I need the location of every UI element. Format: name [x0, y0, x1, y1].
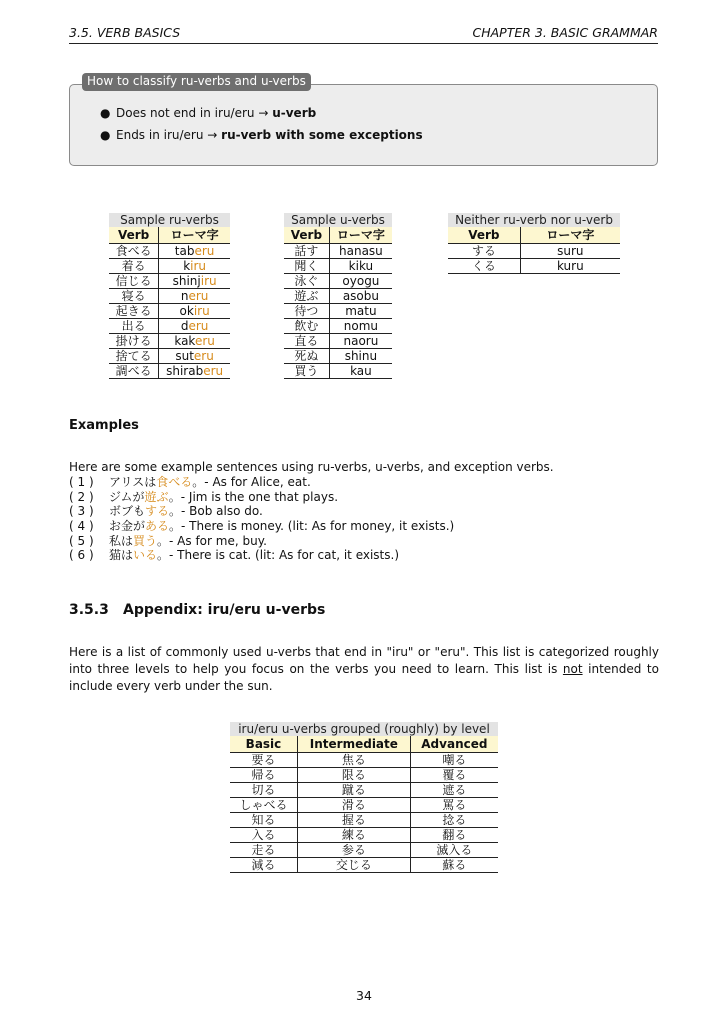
example-number: ( 4 ) — [69, 519, 94, 534]
table-cell: matu — [329, 304, 392, 319]
table-cell: 泳ぐ — [284, 274, 329, 289]
example-translation: 。- Bob also do. — [169, 504, 263, 519]
romaji-ending: eru — [188, 289, 209, 303]
table-cell: 握る — [297, 813, 410, 828]
column-header: ローマ字 — [329, 227, 392, 244]
section-number: 3.5.3 — [69, 602, 109, 618]
u-verbs-table — [284, 213, 392, 379]
table-cell: 直る — [284, 334, 329, 349]
running-header — [69, 24, 658, 44]
table-row — [230, 828, 498, 843]
verb-cell: 掛ける — [109, 334, 159, 349]
table-cell: 待つ — [284, 304, 329, 319]
verb-cell: 起きる — [109, 304, 159, 319]
ru-verbs-table — [109, 213, 230, 379]
example-verb: ある — [145, 519, 170, 534]
table-row — [109, 259, 230, 274]
example-translation: 。- There is money. (lit: As for money, it exists.) — [169, 519, 455, 534]
example-translation: 。- There is cat. (lit: As for cat, it exists.) — [157, 548, 400, 563]
header-section: 3.5. VERB BASICS — [69, 25, 181, 40]
table-cell: 参る — [297, 843, 410, 858]
paragraph-text: Here is a list of commonly used u-verbs that end in "iru" or "eru". This list is categorized roughly into three levels to help you focus on the verbs you need to learn. This list is — [69, 645, 659, 676]
examples-list — [69, 475, 454, 563]
table-cell: 走る — [230, 843, 297, 858]
romaji-stem: sut — [175, 349, 194, 363]
example-japanese: ジムが — [109, 489, 145, 504]
appendix-paragraph — [69, 644, 659, 695]
table-cell: 蘇る — [410, 858, 498, 873]
classify-item — [100, 106, 423, 128]
example-verb: いる — [133, 548, 158, 563]
verb-cell: 着る — [109, 259, 159, 274]
table-cell: kuru — [520, 259, 620, 274]
table-row — [284, 244, 392, 259]
romaji-stem: shirab — [166, 364, 204, 378]
table-cell: 知る — [230, 813, 297, 828]
romaji-cell — [159, 259, 230, 274]
romaji-stem: k — [183, 259, 191, 273]
example-verb: 買う — [133, 533, 158, 548]
romaji-cell — [159, 304, 230, 319]
example-item — [69, 490, 454, 505]
table-row — [284, 334, 392, 349]
romaji-cell — [159, 319, 230, 334]
table-row — [448, 244, 620, 259]
romaji-cell — [159, 364, 230, 379]
example-translation: 。- Jim is the one that plays. — [168, 489, 339, 504]
verb-cell: 調べる — [109, 364, 159, 379]
romaji-stem: d — [180, 319, 189, 333]
table-cell: 蹴る — [297, 783, 410, 798]
romaji-cell — [159, 349, 230, 364]
romaji-ending: iru — [193, 304, 210, 318]
neither-verbs-table — [448, 213, 620, 274]
classify-box — [69, 84, 658, 166]
example-item — [69, 475, 454, 490]
column-header: ローマ字 — [520, 227, 620, 244]
verb-cell: 信じる — [109, 274, 159, 289]
table-row — [230, 813, 498, 828]
table-caption: Sample u-verbs — [284, 213, 392, 227]
verb-cell: 食べる — [109, 244, 159, 259]
table-row — [230, 783, 498, 798]
paragraph-text: intended to include every verb under the sun. — [69, 662, 659, 693]
verb-cell: 出る — [109, 319, 159, 334]
table-cell: oyogu — [329, 274, 392, 289]
classify-item — [100, 128, 423, 150]
romaji-cell — [159, 289, 230, 304]
table-cell: 翻る — [410, 828, 498, 843]
example-verb: 食べる — [156, 475, 193, 489]
example-number: ( 3 ) — [69, 504, 94, 519]
example-number: ( 1 ) — [69, 475, 94, 489]
verb-cell: 捨てる — [109, 349, 159, 364]
table-cell: kau — [329, 364, 392, 379]
table-row — [284, 319, 392, 334]
examples-heading: Examples — [69, 418, 139, 433]
example-item — [69, 504, 454, 519]
table-row — [109, 334, 230, 349]
table-cell: 限る — [297, 768, 410, 783]
table-cell: shinu — [329, 349, 392, 364]
table-row — [448, 259, 620, 274]
table-cell: asobu — [329, 289, 392, 304]
table-cell: hanasu — [329, 244, 392, 259]
bullet-icon: ● — [100, 128, 111, 142]
romaji-ending: eru — [188, 319, 209, 333]
romaji-ending: eru — [193, 349, 214, 363]
romaji-ending: iru — [190, 259, 207, 273]
column-header: Verb — [284, 227, 329, 244]
table-cell: 嘲る — [410, 753, 498, 768]
column-header: Verb — [448, 227, 520, 244]
example-japanese: アリスは — [109, 475, 157, 489]
table-cell: 遮る — [410, 783, 498, 798]
romaji-cell — [159, 334, 230, 349]
column-header: ローマ字 — [159, 227, 230, 244]
table-cell: 要る — [230, 753, 297, 768]
table-cell: suru — [520, 244, 620, 259]
table-row — [109, 349, 230, 364]
romaji-ending: eru — [194, 244, 215, 258]
romaji-stem: tab — [174, 244, 195, 258]
table-row — [109, 304, 230, 319]
example-translation: 。- As for me, buy. — [157, 533, 267, 548]
table-cell: 帰る — [230, 768, 297, 783]
table-row — [230, 768, 498, 783]
table-row — [109, 319, 230, 334]
page-number: 34 — [356, 988, 372, 1003]
classify-result: u-verb — [272, 106, 317, 120]
table-cell: naoru — [329, 334, 392, 349]
example-japanese: 猫は — [109, 548, 134, 563]
table-cell: 死ぬ — [284, 349, 329, 364]
example-japanese: 私は — [109, 533, 134, 548]
table-cell: 話す — [284, 244, 329, 259]
classify-text: Does not end in iru/eru → — [116, 106, 273, 120]
column-header: Intermediate — [297, 736, 410, 753]
table-cell: kiku — [329, 259, 392, 274]
table-cell: 滑る — [297, 798, 410, 813]
table-cell: 焦る — [297, 753, 410, 768]
table-row — [284, 274, 392, 289]
table-row — [109, 274, 230, 289]
example-japanese: お金が — [109, 519, 146, 534]
header-chapter: CHAPTER 3. BASIC GRAMMAR — [472, 25, 658, 40]
paragraph-emphasis: not — [562, 662, 583, 676]
table-cell: 減る — [230, 858, 297, 873]
table-cell: する — [448, 244, 520, 259]
table-cell: 遊ぶ — [284, 289, 329, 304]
examples-intro: Here are some example sentences using ru-verbs, u-verbs, and exception verbs. — [69, 460, 554, 474]
example-number: ( 5 ) — [69, 533, 94, 548]
column-header: Basic — [230, 736, 297, 753]
table-caption: iru/eru u-verbs grouped (roughly) by level — [230, 722, 498, 736]
classify-box-title: How to classify ru-verbs and u-verbs — [82, 73, 311, 91]
table-row — [230, 858, 498, 873]
romaji-stem: ok — [179, 304, 194, 318]
verb-cell: 寝る — [109, 289, 159, 304]
table-caption: Sample ru-verbs — [109, 213, 230, 227]
example-number: ( 6 ) — [69, 548, 94, 563]
table-cell: 捻る — [410, 813, 498, 828]
romaji-stem: kak — [174, 334, 195, 348]
table-cell: 切る — [230, 783, 297, 798]
table-caption: Neither ru-verb nor u-verb — [448, 213, 620, 227]
example-item — [69, 548, 454, 563]
level-table — [230, 722, 498, 873]
table-cell: 交じる — [297, 858, 410, 873]
table-cell: くる — [448, 259, 520, 274]
section-heading — [69, 602, 325, 618]
table-row — [284, 349, 392, 364]
romaji-ending: eru — [194, 334, 215, 348]
table-cell: 練る — [297, 828, 410, 843]
bullet-icon: ● — [100, 106, 111, 120]
example-verb: する — [145, 504, 170, 519]
table-row — [230, 798, 498, 813]
table-row — [284, 259, 392, 274]
table-row — [109, 289, 230, 304]
table-row — [230, 843, 498, 858]
example-number: ( 2 ) — [69, 489, 94, 504]
classify-text: Ends in iru/eru → — [116, 128, 222, 142]
table-cell: 覆る — [410, 768, 498, 783]
table-cell: nomu — [329, 319, 392, 334]
column-header: Verb — [109, 227, 159, 244]
example-item — [69, 534, 454, 549]
classify-result: ru-verb with some exceptions — [221, 128, 423, 142]
table-row — [109, 244, 230, 259]
table-cell: 聞く — [284, 259, 329, 274]
romaji-cell — [159, 274, 230, 289]
table-row — [230, 753, 498, 768]
table-row — [284, 289, 392, 304]
table-row — [284, 364, 392, 379]
section-title: Appendix: iru/eru u-verbs — [123, 602, 326, 618]
romaji-cell — [159, 244, 230, 259]
table-cell: 罵る — [410, 798, 498, 813]
romaji-ending: eru — [203, 364, 224, 378]
table-cell: 飲む — [284, 319, 329, 334]
column-header: Advanced — [410, 736, 498, 753]
table-cell: 入る — [230, 828, 297, 843]
example-japanese: ボブも — [109, 504, 146, 519]
example-item — [69, 519, 454, 534]
table-row — [284, 304, 392, 319]
example-verb: 遊ぶ — [144, 489, 169, 504]
table-row — [109, 364, 230, 379]
example-translation: 。- As for Alice, eat. — [192, 475, 311, 489]
romaji-stem: n — [180, 289, 189, 303]
table-cell: 買う — [284, 364, 329, 379]
romaji-ending: iru — [200, 274, 217, 288]
table-cell: 滅入る — [410, 843, 498, 858]
romaji-stem: shinj — [172, 274, 201, 288]
table-cell: しゃべる — [230, 798, 297, 813]
